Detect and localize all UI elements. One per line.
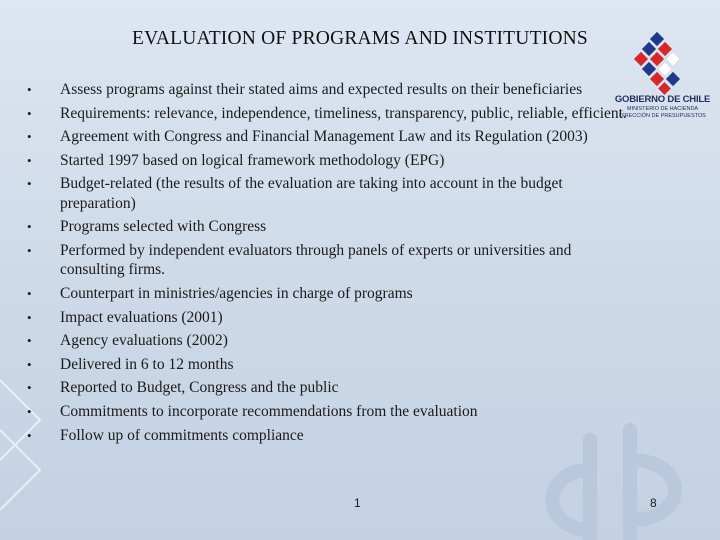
bullet-dot: • (27, 242, 32, 258)
bullet-dot: • (27, 219, 32, 235)
bullet-text: Agreement with Congress and Financial Management Law and its Regulation (2003) (60, 128, 588, 146)
list-item (27, 426, 627, 445)
logo-line-direction: DIRECCIÓN DE PRESUPUESTOS (619, 113, 706, 119)
bullet-dot: • (27, 309, 32, 325)
list-item (27, 241, 627, 280)
slide-title: EVALUATION OF PROGRAMS AND INSTITUTIONS (132, 28, 588, 49)
bullet-text: Performed by independent evaluators through panels of experts or universities and consulting firms. (60, 241, 572, 279)
list-item (27, 378, 627, 397)
bullet-dot: • (27, 403, 32, 419)
page-number-left: 1 (354, 496, 361, 510)
bullet-text: Reported to Budget, Congress and the public (60, 379, 339, 397)
bullet-dot: • (27, 176, 32, 192)
bullet-list (27, 80, 627, 449)
list-item (27, 284, 627, 303)
bullet-dot: • (27, 105, 32, 121)
bullet-dot: • (27, 152, 32, 168)
list-item (27, 402, 627, 421)
page-number-right: 8 (650, 496, 657, 510)
bullet-dot: • (27, 380, 32, 396)
bullet-text: Agency evaluations (2002) (60, 332, 228, 350)
logo-line-ministry: MINISTERIO DE HACIENDA (626, 106, 699, 112)
list-item (27, 355, 627, 374)
bullet-text: Counterpart in ministries/agencies in charge of programs (60, 284, 413, 302)
bullet-text: Budget-related (the results of the evaluation are taking into account in the budget preparation) (60, 175, 563, 212)
list-item (27, 104, 627, 123)
bullet-text: Commitments to incorporate recommendations from the evaluation (60, 402, 478, 420)
bullet-text: Started 1997 based on logical framework methodology (EPG) (60, 151, 445, 169)
list-item (27, 174, 627, 213)
list-item (27, 331, 627, 350)
bullet-text: Programs selected with Congress (60, 218, 267, 236)
list-item (27, 151, 627, 170)
bullet-dot: • (27, 129, 32, 145)
bullet-dot: • (27, 333, 32, 349)
logo-title: GOBIERNO DE CHILE (614, 94, 711, 105)
bullet-dot: • (27, 427, 32, 443)
bullet-dot: • (27, 82, 32, 97)
bullet-dot: • (27, 285, 32, 301)
bullet-text: Requirements: relevance, independence, timeliness, transparency, public, reliable, efficient. (60, 104, 627, 122)
bullet-dot: • (27, 356, 32, 372)
bullet-text: Follow up of commitments compliance (60, 426, 304, 444)
list-item (27, 217, 627, 236)
bullet-text: Assess programs against their stated aims and expected results on their beneficiaries (60, 81, 583, 98)
list-item (27, 308, 627, 327)
bullet-text: Impact evaluations (2001) (60, 308, 223, 326)
bullet-text: Delivered in 6 to 12 months (60, 355, 234, 373)
list-item (27, 127, 627, 146)
list-item (27, 80, 627, 99)
